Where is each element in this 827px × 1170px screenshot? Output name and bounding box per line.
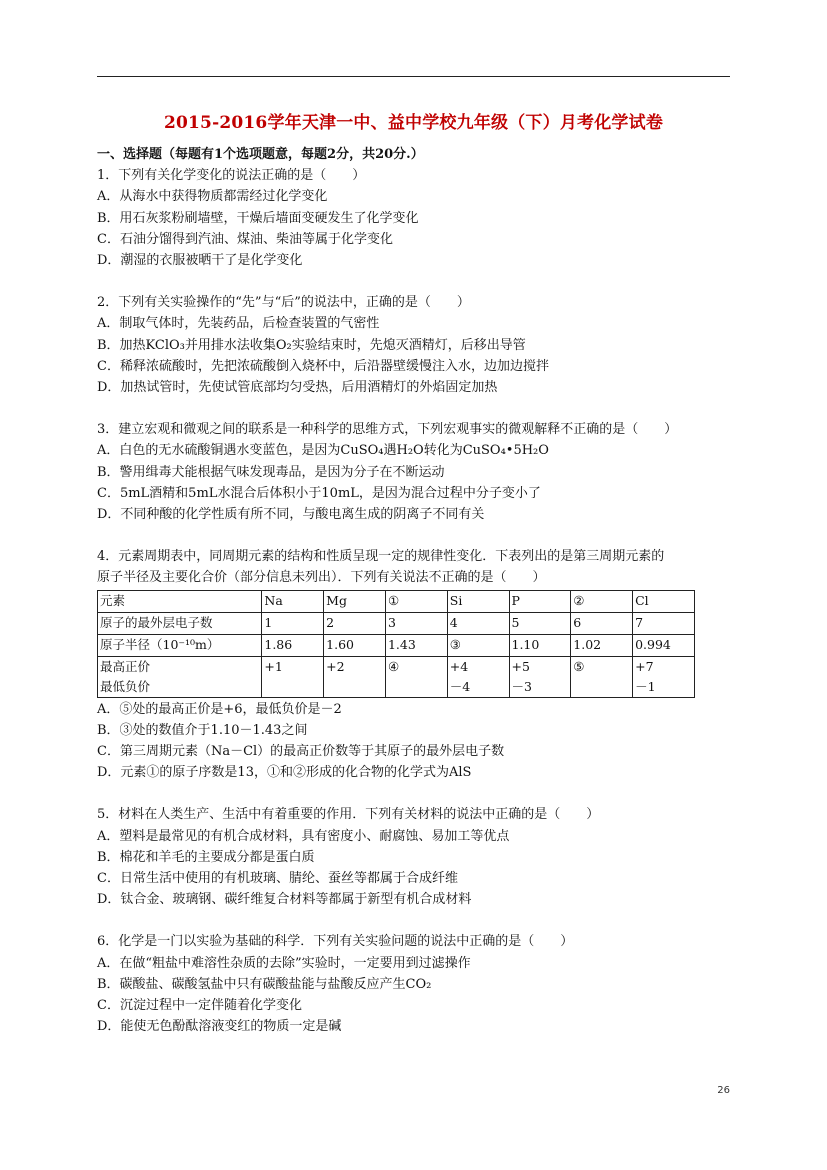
question-stem: 6．化学是一门以实验为基础的科学．下列有关实验问题的说法中正确的是（ ） — [97, 934, 574, 950]
table-cell: 7 — [633, 612, 695, 634]
option-a: A．⑤处的最高正价是+6，最低负价是－2 — [97, 701, 342, 717]
table-row — [98, 634, 695, 656]
option-b: B．③处的数值介于1.10－1.43之间 — [97, 722, 308, 738]
option-b: B．棉花和羊毛的主要成分都是蛋白质 — [97, 849, 315, 865]
table-cell: 元素 — [98, 590, 262, 612]
option-d: D．元素①的原子序数是13，①和②形成的化合物的化学式为AlS — [97, 765, 472, 781]
question-4 — [97, 546, 737, 783]
option-d: D．不同种酸的化学性质有所不同，与酸电离生成的阴离子不同有关 — [97, 507, 485, 523]
table-cell: 5 — [509, 612, 571, 634]
page-number: 26 — [717, 1085, 730, 1096]
table-cell — [385, 656, 447, 697]
table-cell — [447, 656, 509, 697]
table-cell: Na — [262, 590, 324, 612]
table-cell: Mg — [324, 590, 386, 612]
table-cell: 1.02 — [571, 634, 633, 656]
table-cell: ② — [571, 590, 633, 612]
option-c: C．稀释浓硫酸时，先把浓硫酸倒入烧杯中，后沿器壁缓慢注入水，边加边搅拌 — [97, 358, 549, 374]
max-valence: +4 — [449, 658, 469, 674]
option-b: B．加热KClO₃并用排水法收集O₂实验结束时，先熄灭酒精灯，后移出导管 — [97, 337, 526, 353]
question-stem: 3．建立宏观和微观之间的联系是一种科学的思维方式，下列宏观事实的微观解释不正确的是（ ） — [97, 422, 678, 438]
max-valence: ④ — [387, 658, 400, 674]
table-cell — [98, 656, 262, 697]
question-2 — [97, 292, 737, 398]
table-cell: 1.43 — [385, 634, 447, 656]
option-c: C．日常生活中使用的有机玻璃、腈纶、蚕丝等都属于合成纤维 — [97, 871, 458, 887]
max-valence: +5 — [511, 658, 530, 674]
table-cell: 1.60 — [324, 634, 386, 656]
option-a: A．白色的无水硫酸铜遇水变蓝色，是因为CuSO₄遇H₂O转化为CuSO₄•5H₂O — [97, 443, 549, 459]
min-valence-label: 最低负价 — [100, 678, 151, 694]
table-cell — [633, 656, 695, 697]
question-stem: 4．元素周期表中，同周期元素的结构和性质呈现一定的规律性变化．下表列出的是第三周期元素的 — [97, 549, 665, 565]
element-table — [97, 590, 695, 698]
option-d: D．钛合金、玻璃钢、碳纤维复合材料等都属于新型有机合成材料 — [97, 892, 472, 908]
question-1 — [97, 165, 737, 271]
option-a: A．从海水中获得物质都需经过化学变化 — [97, 189, 328, 205]
min-valence: －4 — [449, 678, 471, 694]
table-cell — [509, 656, 571, 697]
table-row — [98, 612, 695, 634]
table-cell: 0.994 — [633, 634, 695, 656]
table-cell: 1.86 — [262, 634, 324, 656]
exam-content — [97, 144, 737, 1059]
question-5 — [97, 804, 737, 910]
table-cell: 1 — [262, 612, 324, 634]
table-cell: 4 — [447, 612, 509, 634]
table-cell: ① — [385, 590, 447, 612]
table-cell: 原子的最外层电子数 — [98, 612, 262, 634]
option-d: D．加热试管时，先使试管底部均匀受热，后用酒精灯的外焰固定加热 — [97, 380, 498, 396]
table-cell: 1.10 — [509, 634, 571, 656]
max-valence: +2 — [326, 658, 345, 674]
option-a: A．在做“粗盐中难溶性杂质的去除”实验时，一定要用到过滤操作 — [97, 955, 471, 971]
table-cell: P — [509, 590, 571, 612]
question-3 — [97, 419, 737, 525]
table-cell — [324, 656, 386, 697]
max-valence-label: 最高正价 — [100, 658, 151, 674]
section-heading: 一、选择题（每题有1个选项题意，每题2分，共20分.） — [97, 147, 424, 162]
option-b: B．碳酸盐、碳酸氢盐中只有碳酸盐能与盐酸反应产生CO₂ — [97, 976, 432, 992]
option-a: A．制取气体时，先装药品，后检查装置的气密性 — [97, 316, 380, 332]
option-a: A．塑料是最常见的有机合成材料，具有密度小、耐腐蚀、易加工等优点 — [97, 828, 510, 844]
option-d: D．能使无色酚酞溶液变红的物质一定是碱 — [97, 1019, 342, 1035]
option-c: C．石油分馏得到汽油、煤油、柴油等属于化学变化 — [97, 231, 393, 247]
option-c: C．沉淀过程中一定伴随着化学变化 — [97, 998, 302, 1014]
table-row-valence — [98, 656, 695, 697]
max-valence: +1 — [264, 658, 283, 674]
table-cell: 3 — [385, 612, 447, 634]
table-cell: ③ — [447, 634, 509, 656]
question-stem-continued: 原子半径及主要化合价（部分信息未列出）．下列有关说法不正确的是（ ） — [97, 570, 546, 586]
option-b: B．用石灰浆粉刷墙壁，干燥后墙面变硬发生了化学变化 — [97, 210, 419, 226]
min-valence: －1 — [635, 678, 656, 694]
option-c: C．5mL酒精和5mL水混合后体积小于10mL，是因为混合过程中分子变小了 — [97, 485, 541, 501]
question-stem: 1．下列有关化学变化的说法正确的是（ ） — [97, 168, 366, 184]
min-valence: －3 — [511, 678, 532, 694]
table-cell: 6 — [571, 612, 633, 634]
max-valence: +7 — [635, 658, 654, 674]
table-cell: 2 — [324, 612, 386, 634]
option-d: D．潮湿的衣服被晒干了是化学变化 — [97, 253, 303, 269]
table-cell: Cl — [633, 590, 695, 612]
table-cell: 原子半径（10⁻¹⁰m） — [98, 634, 262, 656]
table-cell — [571, 656, 633, 697]
table-row — [98, 590, 695, 612]
option-c: C．第三周期元素（Na－Cl）的最高正价数等于其原子的最外层电子数 — [97, 744, 505, 760]
question-stem: 2．下列有关实验操作的“先”与“后”的说法中，正确的是（ ） — [97, 295, 470, 311]
max-valence: ⑤ — [573, 658, 585, 674]
option-b: B．警用缉毒犬能根据气味发现毒品，是因为分子在不断运动 — [97, 464, 445, 480]
header-rule — [97, 76, 730, 77]
page-title: 2015-2016学年天津一中、益中学校九年级（下）月考化学试卷 — [163, 113, 664, 133]
question-6 — [97, 931, 737, 1037]
table-cell — [262, 656, 324, 697]
question-stem: 5．材料在人类生产、生活中有着重要的作用．下列有关材料的说法中正确的是（ ） — [97, 807, 600, 823]
table-cell: Si — [447, 590, 509, 612]
